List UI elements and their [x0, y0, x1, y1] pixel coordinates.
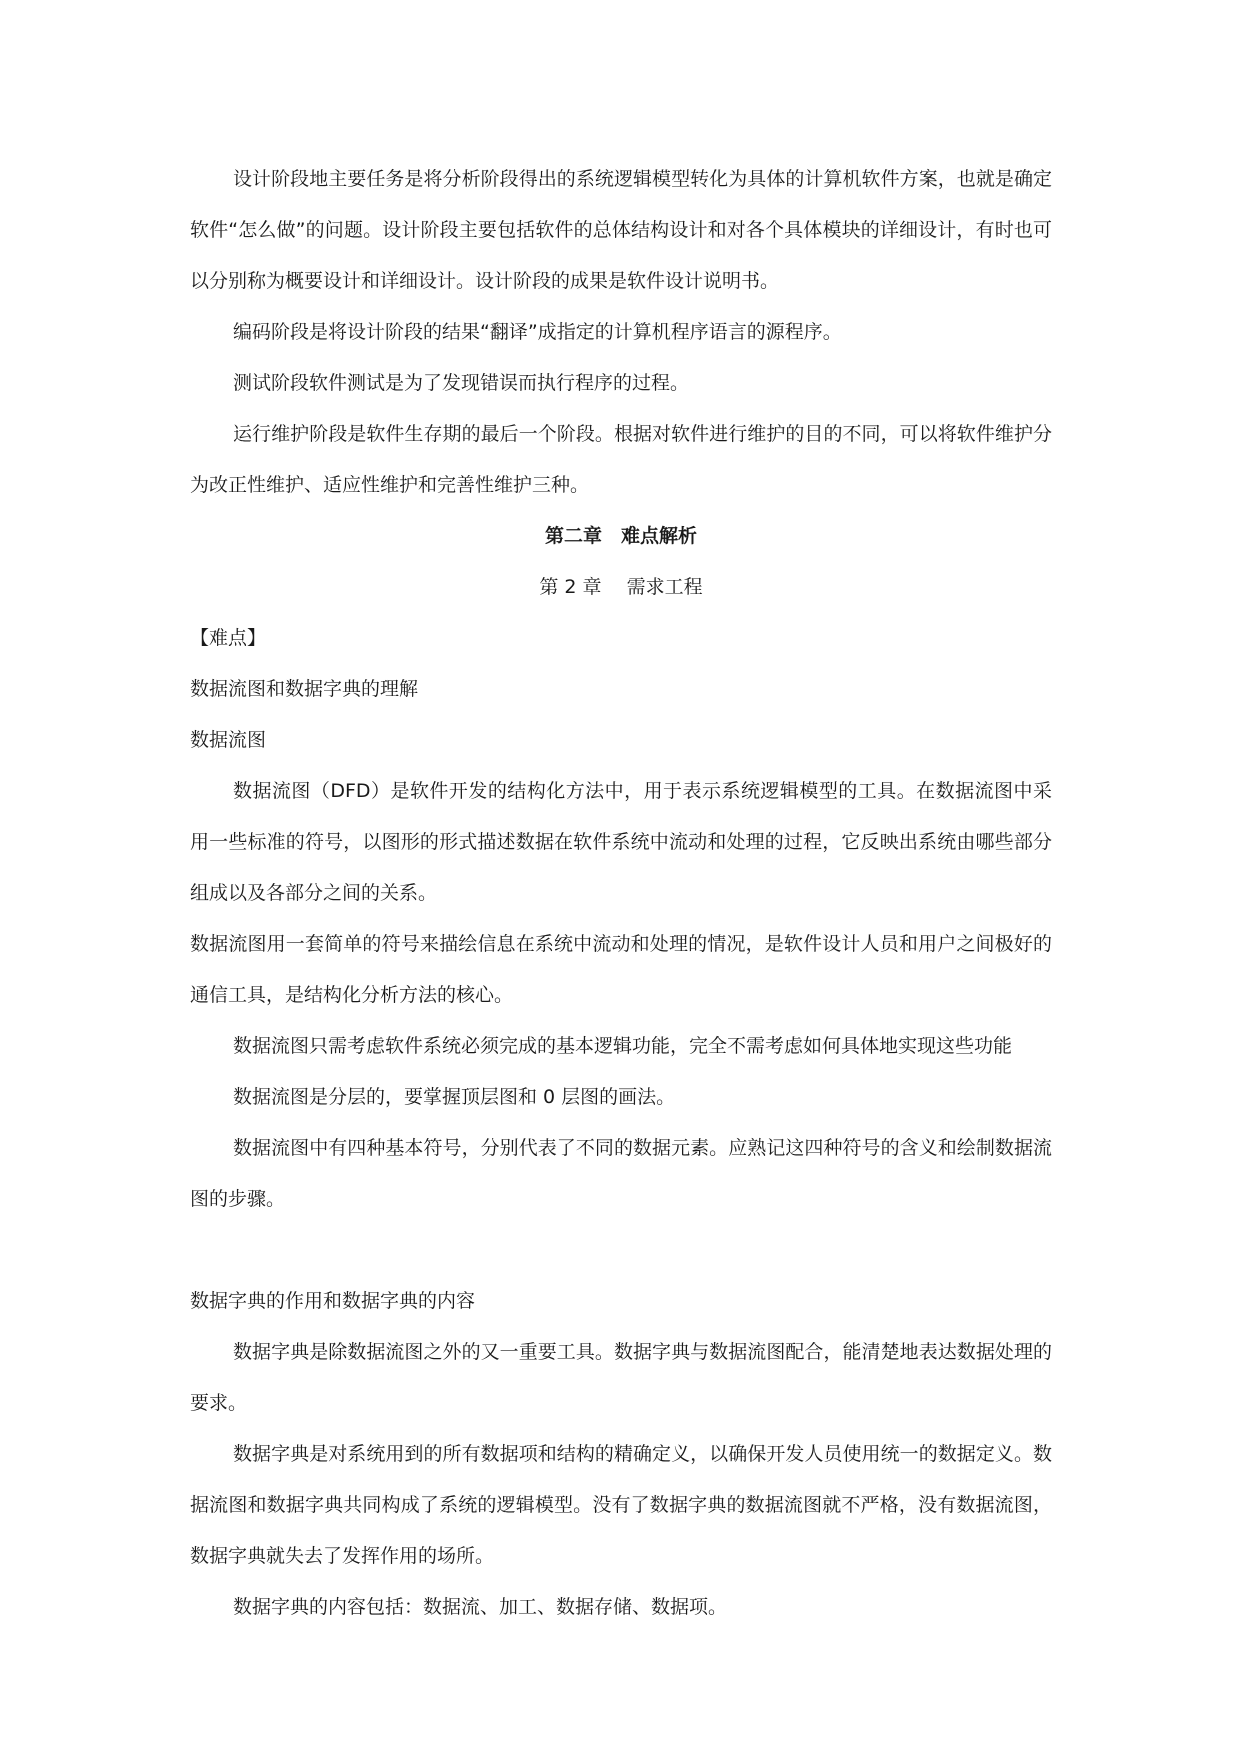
paragraph-testing-phase: 测试阶段软件测试是为了发现错误而执行程序的过程。: [233, 372, 690, 394]
paragraph-dfd-logic: 数据流图只需考虑软件系统必须完成的基本逻辑功能，完全不需考虑如何具体地实现这些功能: [233, 1035, 1013, 1057]
paragraph-maintenance-phase: 运行维护阶段是软件生存期的最后一个阶段。根据对软件进行维护的目的不同，可以将软件维护分为改正性维护、适应性维护和完善性维护三种。: [190, 423, 1052, 496]
paragraph-dfd-definition: 数据流图（DFD）是软件开发的结构化方法中，用于表示系统逻辑模型的工具。在数据流图中采用一些标准的符号，以图形的形式描述数据在软件系统中流动和处理的过程，它反映出系统由哪些部分组成以及各部分之间的关系。: [190, 780, 1052, 904]
difficulty-label: 【难点】: [190, 627, 267, 649]
topic-subheading-dfd: 数据流图: [190, 729, 267, 751]
chapter-subtitle: 第 2 章 需求工程: [539, 576, 703, 598]
topic-heading-2: 数据字典的作用和数据字典的内容: [190, 1290, 476, 1312]
paragraph-dd-definition: 数据字典是对系统用到的所有数据项和结构的精确定义，以确保开发人员使用统一的数据定义。数据流图和数据字典共同构成了系统的逻辑模型。没有了数据字典的数据流图就不严格，没有数据流图，数据字典就失去了发挥作用的场所。: [190, 1443, 1052, 1567]
paragraph-dd-tool: 数据字典是除数据流图之外的又一重要工具。数据字典与数据流图配合，能清楚地表达数据处理的要求。: [190, 1341, 1052, 1414]
blank-line: [190, 1225, 1052, 1276]
paragraph-dfd-symbols: 数据流图用一套简单的符号来描绘信息在系统中流动和处理的情况，是软件设计人员和用户之间极好的通信工具，是结构化分析方法的核心。: [190, 933, 1052, 1006]
document-page: [190, 154, 1052, 1633]
chapter-title: 第二章 难点解析: [544, 525, 697, 547]
paragraph-dfd-layers: 数据流图是分层的，要掌握顶层图和 0 层图的画法。: [233, 1086, 676, 1108]
paragraph-dd-contents: 数据字典的内容包括：数据流、加工、数据存储、数据项。: [233, 1596, 728, 1618]
paragraph-coding-phase: 编码阶段是将设计阶段的结果“翻译”成指定的计算机程序语言的源程序。: [233, 321, 842, 343]
topic-heading-1: 数据流图和数据字典的理解: [190, 678, 419, 700]
paragraph-dfd-basic-symbols: 数据流图中有四种基本符号，分别代表了不同的数据元素。应熟记这四种符号的含义和绘制数据流图的步骤。: [190, 1137, 1052, 1210]
paragraph-design-phase: 设计阶段地主要任务是将分析阶段得出的系统逻辑模型转化为具体的计算机软件方案，也就是确定软件“怎么做”的问题。设计阶段主要包括软件的总体结构设计和对各个具体模块的详细设计，有时也可以分别称为概要设计和详细设计。设计阶段的成果是软件设计说明书。: [190, 168, 1052, 292]
